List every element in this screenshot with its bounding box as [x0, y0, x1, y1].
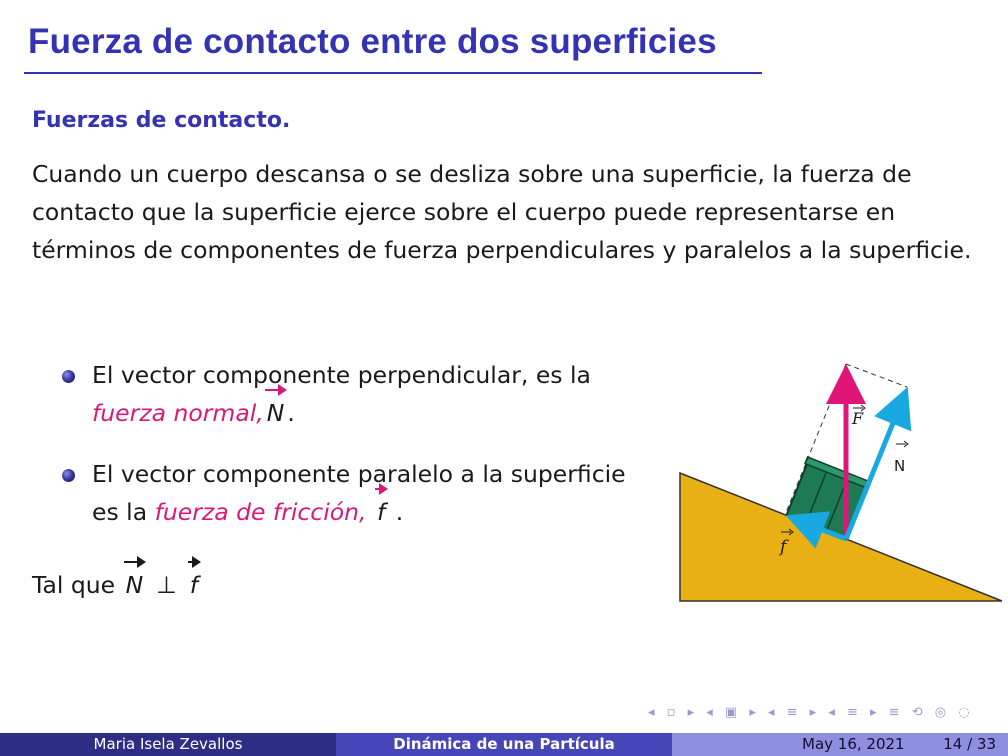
- footer-bar: [0, 733, 1008, 756]
- bullet-ball-icon: [62, 370, 75, 383]
- emphasis-term: fuerza normal,: [92, 399, 264, 427]
- vector-symbol-f: f: [187, 566, 201, 604]
- perpendicular-statement: [32, 566, 201, 604]
- label-friction: f: [780, 537, 787, 557]
- vector-symbol: f: [374, 493, 388, 531]
- block-title: Fuerzas de contacto.: [32, 108, 291, 133]
- perpendicular-symbol: ⊥: [156, 571, 177, 599]
- title-underline: [24, 72, 762, 74]
- bullet-text: El vector componente perpendicular, es la: [92, 361, 591, 389]
- label-normal: N: [894, 457, 906, 475]
- bullet-item-friction: [60, 455, 630, 531]
- bullet-text: El vector componente paralelo a la superficie es la: [92, 460, 626, 526]
- slide-title: Fuerza de contacto entre dos superficies: [28, 22, 717, 61]
- incline-force-diagram: [668, 352, 1008, 608]
- footer-date: May 16, 2021: [802, 735, 905, 753]
- beamer-navigation-icons[interactable]: ◂ ▫ ▸ ◂ ▣ ▸ ◂ ≡ ▸ ◂ ≡ ▸ ≡ ⟲ ◎ ◌: [648, 705, 974, 720]
- label-force: F: [852, 409, 864, 428]
- footer-topic: Dinámica de una Partícula: [336, 733, 672, 756]
- bullet-end: .: [395, 498, 404, 526]
- normal-label: [894, 441, 908, 475]
- force-label: [851, 405, 865, 428]
- bullet-end: .: [287, 399, 295, 427]
- vector-symbol-n: N: [123, 566, 147, 604]
- footer-author: Maria Isela Zevallos: [0, 733, 336, 756]
- footer-page-number: 14 / 33: [943, 735, 996, 753]
- intro-paragraph: Cuando un cuerpo descansa o se desliza sobre una superficie, la fuerza de contacto que la superficie ejerce sobre el cuerpo puede representarse en términos de componentes de fuerza perpendiculares y paralelos a la superficie.: [32, 160, 972, 264]
- emphasis-term: fuerza de fricción,: [154, 498, 367, 526]
- bullet-ball-icon: [62, 469, 75, 482]
- footer-right: [672, 733, 1008, 756]
- bullet-list: [60, 356, 630, 554]
- statement-prefix: Tal que: [32, 571, 116, 599]
- bullet-item-normal: [60, 356, 630, 432]
- vector-symbol: N: [264, 394, 288, 432]
